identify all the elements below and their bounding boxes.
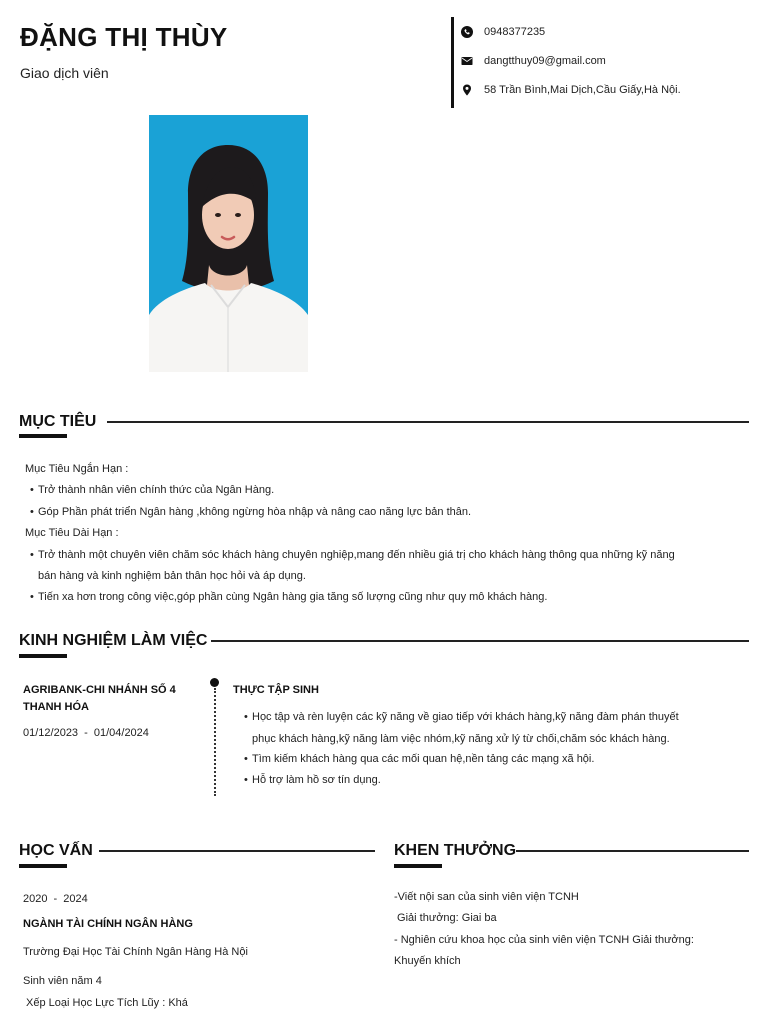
education-start-year: 2020 xyxy=(23,893,48,905)
experience-company-continued: THANH HÓA xyxy=(23,701,89,713)
experience-company: AGRIBANK-CHI NHÁNH SỐ 4 xyxy=(23,684,176,696)
objective-long-heading: Mục Tiêu Dài Hạn : xyxy=(25,527,119,539)
candidate-role: Giao dịch viên xyxy=(20,65,109,81)
objective-long-item-continued: bán hàng và kinh nghiệm bản thân học hỏi và áp dụng. xyxy=(38,570,306,582)
objective-short-item: • Góp Phần phát triển Ngân hàng ,không ngừng hòa nhập và nâng cao năng lực bản thân. xyxy=(38,505,471,519)
education-school: Trường Đại Học Tài Chính Ngân Hàng Hà Nội xyxy=(23,946,248,958)
objective-title: MỤC TIÊU xyxy=(19,413,97,430)
experience-item: • Học tập và rèn luyện các kỹ năng về giao tiếp với khách hàng,kỹ năng đàm phán thuyết xyxy=(252,710,679,724)
candidate-name: ĐẶNG THỊ THÙY xyxy=(20,22,228,52)
experience-position: THỰC TẬP SINH xyxy=(233,684,319,696)
award-line: - Nghiên cứu khoa học của sinh viên viện TCNH Giải thưởng: xyxy=(394,934,694,946)
objective-short-item: • Trở thành nhân viên chính thức của Ngân Hàng. xyxy=(38,483,274,497)
education-grade: Xếp Loại Học Lực Tích Lũy : Khá xyxy=(23,997,188,1009)
education-major: NGÀNH TÀI CHÍNH NGÂN HÀNG xyxy=(23,918,193,930)
address-text: 58 Trần Bình,Mai Dịch,Cầu Giấy,Hà Nội. xyxy=(484,84,681,96)
education-year: Sinh viên năm 4 xyxy=(23,975,102,987)
objective-title-underline xyxy=(19,434,67,438)
education-title: HỌC VẤN xyxy=(19,842,93,859)
experience-title-underline xyxy=(19,654,67,658)
award-line: -Viết nội san của sinh viên viện TCNH xyxy=(394,891,579,903)
award-line: Khuyến khích xyxy=(394,955,461,967)
map-pin-icon xyxy=(460,83,474,97)
award-line: Giải thưởng: Giai ba xyxy=(394,912,497,924)
envelope-icon xyxy=(460,54,474,68)
objective-long-item: • Tiến xa hơn trong công việc,góp phần cùng Ngân hàng gia tăng số lượng cũng như quy mô khách hàng. xyxy=(38,590,547,604)
objective-long-item: • Trở thành một chuyên viên chăm sóc khách hàng chuyên nghiệp,mang đến nhiều giá trị cho khách hàng thông qua những kỹ năng xyxy=(38,548,675,562)
education-title-underline xyxy=(19,864,67,868)
experience-item: • Hỗ trợ làm hồ sơ tín dụng. xyxy=(252,773,381,787)
phone-text: 0948377235 xyxy=(484,26,546,38)
contact-divider xyxy=(451,17,454,108)
objective-rule xyxy=(107,421,749,423)
experience-rule xyxy=(211,640,749,642)
experience-end-date: 01/04/2024 xyxy=(93,727,149,739)
contact-email xyxy=(460,53,606,69)
experience-dates xyxy=(23,726,149,740)
education-end-year: 2024 xyxy=(63,893,88,905)
date-separator: - xyxy=(53,893,58,905)
experience-title: KINH NGHIỆM LÀM VIỆC xyxy=(19,632,208,649)
education-rule xyxy=(99,850,375,852)
objective-short-heading: Mục Tiêu Ngắn Hạn : xyxy=(25,463,129,475)
email-text: dangtthuy09@gmail.com xyxy=(484,55,606,67)
awards-title-underline xyxy=(394,864,442,868)
awards-title: KHEN THƯỞNG xyxy=(394,842,517,859)
awards-rule xyxy=(516,850,749,852)
timeline-dot xyxy=(210,678,219,687)
contact-phone xyxy=(460,24,545,40)
profile-photo xyxy=(149,115,308,372)
education-dates xyxy=(23,892,88,906)
date-separator: - xyxy=(84,727,88,739)
experience-start-date: 01/12/2023 xyxy=(23,727,79,739)
contact-address xyxy=(460,82,681,98)
experience-item: • Tìm kiếm khách hàng qua các mối quan hệ,nền tảng các mạng xã hội. xyxy=(252,752,594,766)
phone-icon xyxy=(460,25,474,39)
experience-item-continued: phục khách hàng,kỹ năng làm việc nhóm,kỹ năng xử lý từ chối,chăm sóc khách hàng. xyxy=(252,733,670,745)
timeline-line xyxy=(214,688,216,796)
